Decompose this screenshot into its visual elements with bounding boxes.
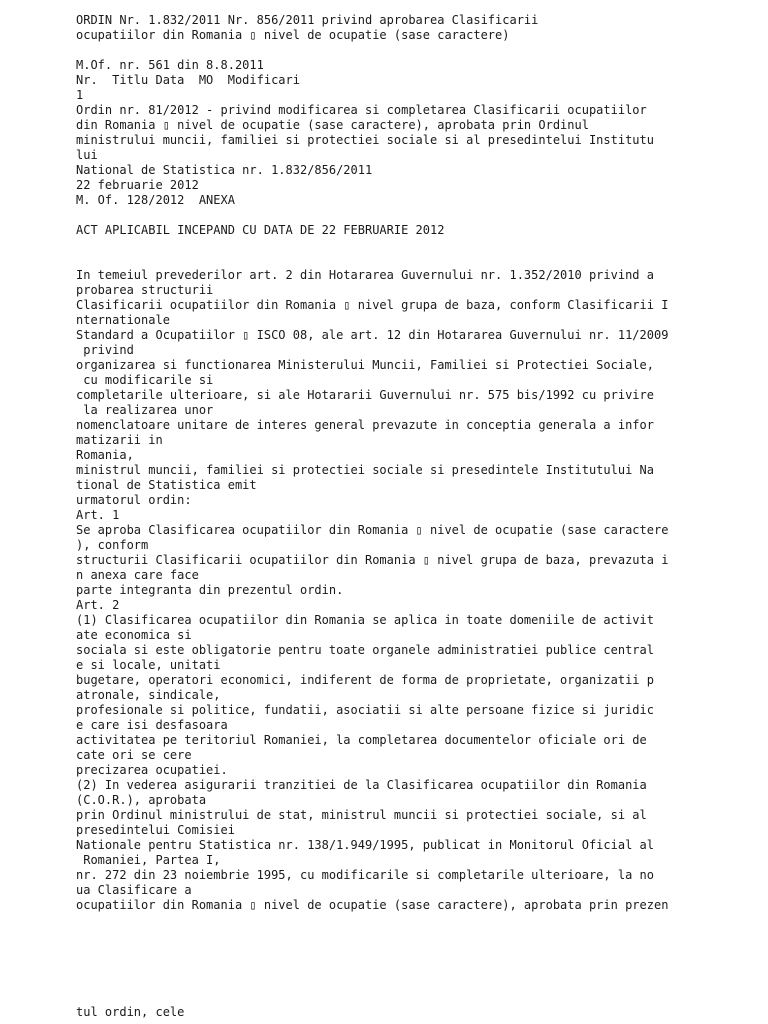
document-body-text: ORDIN Nr. 1.832/2011 Nr. 856/2011 privind aprobarea Clasificarii ocupatiilor din Romania ▯ nivel de ocupatie (sase caractere) M.Of. nr. 561 din 8.8.2011 Nr. Titlu Data MO Modificari 1 Ordin nr. 81/2012 - privind modificarea si completarea Clasificarii ocupatiilor din Romania ▯ nivel de ocupatie (sase caractere), aprobata prin Ordinul ministrului muncii, familiei si protectiei sociale si al presedintelui Institutu lui National de Statistica nr. 1.832/856/2011 22 februarie 2012 M. Of. 128/2012 ANEXA ACT APLICABIL INCEPAND CU DATA DE 22 FEBRUARIE 2012 In temeiul prevederilor art. 2 din Hotararea Guvernului nr. 1.352/2010 privind a probarea structurii Clasificarii ocupatiilor din Romania ▯ nivel grupa de baza, conform Clasificarii I nternationale Standard a Ocupatiilor ▯ ISCO 08, ale art. 12 din Hotararea Guvernului nr. 11/2009 privind organizarea si functionarea Ministerului Muncii, Familiei si Protectiei Sociale, cu modificarile si completarile ulterioare, si ale Hotararii Guvernului nr. 575 bis/1992 cu privire la realizarea unor nomenclatoare unitare de interes general prevazute in conceptia generala a infor matizarii in Romania, ministrul muncii, familiei si protectiei sociale si presedintele Institutului Na tional de Statistica emit urmatorul ordin: Art. 1 Se aproba Clasificarea ocupatiilor din Romania ▯ nivel de ocupatie (sase caractere ), conform structurii Clasificarii ocupatiilor din Romania ▯ nivel grupa de baza, prevazuta i n anexa care face parte integranta din prezentul ordin. Art. 2 (1) Clasificarea ocupatiilor din Romania se aplica in toate domeniile de activit ate economica si sociala si este obligatorie pentru toate organele administratiei publice central e si locale, unitati bugetare, operatori economici, indiferent de forma de proprietate, organizatii p atronale, sindicale, profesionale si politice, fundatii, asociatii si alte persoane fizice si juridic e care isi desfasoara activitatea pe teritoriul Romaniei, la completarea documentelor oficiale ori de cate ori se cere precizarea ocupatiei. (2) In vederea asigurarii tranzitiei de la Clasificarea ocupatiilor din Romania (C.O.R.), aprobata prin Ordinul ministrului de stat, ministrul muncii si protectiei sociale, si al presedintelui Comisiei Nationale pentru Statistica nr. 138/1.949/1995, publicat in Monitorul Oficial al Romaniei, Partea I, nr. 272 din 23 noiembrie 1995, cu modificarile si completarile ulterioare, la no ua Clasificare a ocupatiilor din Romania ▯ nivel de ocupatie (sase caractere), aprobata prin prezen — [76, 13, 669, 912]
document-continuation-text: tul ordin, cele — [76, 1005, 185, 1019]
